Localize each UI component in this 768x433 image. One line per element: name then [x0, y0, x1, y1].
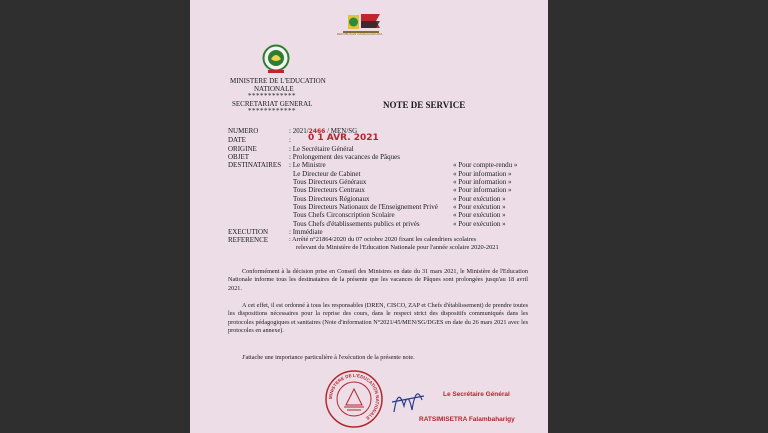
recipient-name: : Le Ministre — [289, 161, 326, 169]
secretariat-general: SECRETARIAT GENERAL — [232, 100, 313, 108]
recipient-purpose: « Pour information » — [453, 170, 512, 178]
origine-value: : Le Secrétaire Général — [289, 145, 354, 153]
signatory-name: RATSIMISETRA Falambaharigy — [419, 416, 515, 423]
recipient-name: Tous Directeurs Régionaux — [293, 195, 370, 203]
execution-value: : Immédiate — [289, 228, 323, 236]
recipient-name: Le Directeur de Cabinet — [293, 170, 361, 178]
recipient-purpose: « Pour information » — [453, 186, 512, 194]
numero-label: NUMERO — [228, 127, 259, 135]
recipient-name: Tous Directeurs Généraux — [293, 178, 367, 186]
origine-label: ORIGINE — [228, 145, 257, 153]
recipient-name: Tous Chefs Circonscription Scolaire — [293, 211, 395, 219]
objet-label: OBJET — [228, 153, 249, 161]
emblem-caption: REPOBLIKAN'I MADAGASIKARA — [337, 32, 383, 36]
body-paragraph-3: J'attache une importance particulière à l'exécution de la présente note. — [242, 354, 415, 361]
date-stamp: 0 1 AVR. 2021 — [308, 133, 379, 143]
ministry-line1: MINISTERE DE L'EDUCATION — [230, 77, 326, 85]
numero-handwritten: 2466 — [308, 128, 326, 135]
recipient-purpose: « Pour compte-rendu » — [453, 161, 518, 169]
destinataires-label: DESTINATAIRES — [228, 161, 282, 169]
objet-value: : Prolongement des vacances de Pâques — [289, 153, 400, 161]
recipient-purpose: « Pour exécution » — [453, 203, 506, 211]
stamp-text: MINISTERE DE L'EDUCATION NATIONALE — [327, 372, 381, 422]
svg-text:MINISTERE DE L'EDUCATION NATIO — [328, 373, 380, 421]
recipient-purpose: « Pour exécution » — [453, 220, 506, 228]
recipient-name: Tous Chefs d'établissements publics et privés — [293, 220, 420, 228]
signatory-title: Le Secrétaire Général — [443, 391, 510, 398]
document-page — [190, 0, 548, 433]
date-prefix: : — [289, 136, 291, 144]
official-stamp — [324, 369, 384, 429]
execution-label: EXECUTION — [228, 228, 269, 236]
handwritten-signature — [388, 382, 428, 418]
recipient-name: Tous Directeurs Nationaux de l'Enseignement Privé — [293, 203, 438, 211]
recipient-purpose: « Pour exécution » — [453, 211, 506, 219]
numero-prefix: : 2021/ — [289, 127, 309, 135]
numero-suffix: / MEN/SG — [325, 127, 358, 135]
recipient-purpose: « Pour information » — [453, 178, 512, 186]
body-paragraph-1: Conformément à la décision prise en Conseil des Ministres en date du 31 mars 2021, le Ministère de l'Education Nationale informe tous les destinataires de la présente que les vacances de Pâques sont prolongées jusqu'au 18 avril 2021. — [228, 268, 528, 292]
doc-title: NOTE DE SERVICE — [383, 100, 466, 110]
stars-divider-2: ************ — [248, 107, 296, 115]
ministry-logo — [262, 44, 290, 74]
reference-line1: : Arrêté n°21864/2020 du 07 octobre 2020 fixant les calendriers scolaires — [289, 236, 477, 243]
body-paragraph-2: A cet effet, il est ordonné à tous les responsables (DREN, CISCO, ZAP et Chefs d'établissement) de prendre toutes les dispositions nécessaires pour la reprise des cours, dans le respect strict des dispositifs communiqués dans les protocoles pédagogiques et sanitaires (Note d'information N°2021/45/MEN/SG/DGES en date du 26 mars 2021 avec les protocoles en annexe). — [228, 302, 528, 335]
reference-line2: relevant du Ministère de l'Education Nationale pour l'année scolaire 2020-2021 — [296, 244, 499, 251]
recipient-name: Tous Directeurs Centraux — [293, 186, 365, 194]
reference-label: REFERENCE — [228, 236, 269, 244]
recipient-purpose: « Pour exécution » — [453, 195, 506, 203]
stars-divider-1: ************ — [248, 92, 296, 100]
date-label: DATE — [228, 136, 246, 144]
ministry-line2: NATIONALE — [254, 85, 294, 93]
